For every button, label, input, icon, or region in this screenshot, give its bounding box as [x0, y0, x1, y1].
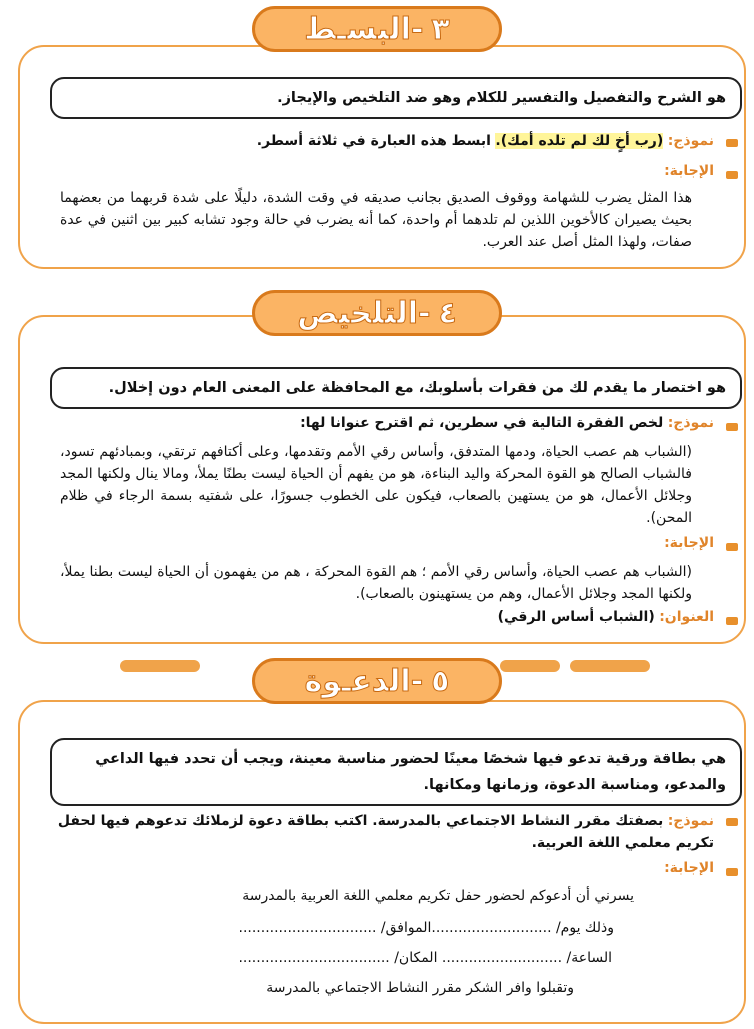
bullet-icon: [726, 139, 738, 147]
decorative-bar: [570, 660, 650, 672]
decorative-bar: [120, 660, 200, 672]
decorative-bar: [500, 660, 560, 672]
expansion-answer: هذا المثل يضرب للشهامة ووقوف الصديق بجانب صديقه في وقت الشدة، دليلًا على شدة قربهما من بعضهما بحيث يصيران كالأخوين اللذين لم تلدهما أم واحدة، كما أنه يضرب في حالة وجود تشابه كبير بين اثنين في عدة صفات، ولهذا المثل أصل عند العرب.: [60, 190, 692, 250]
section-3-title: ٣ - البسـط: [252, 6, 502, 52]
expansion-example: نموذج: (رب أخٍ لك لم تلده أمك). ابسط هذه العبارة في ثلاثة أسطر.: [256, 133, 714, 149]
invitation-definition-box: هي بطاقة ورقية تدعو فيها شخصًا معينًا لحضور مناسبة معينة، ويجب أن تحدد فيها الداعي والمدعو، ومناسبة الدعوة، وزمانها ومكانها.: [50, 738, 742, 806]
summary-title: العنوان: (الشباب أساس الرقي): [497, 609, 714, 625]
bullet-icon: [726, 617, 738, 625]
section-summary: [18, 315, 746, 644]
bullet-icon: [726, 868, 738, 876]
bullet-icon: [726, 818, 738, 826]
expansion-definition: هو الشرح والتفصيل والتفسير للكلام وهو ضد التلخيص والإيجاز.: [277, 90, 726, 106]
invitation-card-line-3: الساعة/ ........................... المكان/ ..................................: [238, 950, 612, 966]
summary-answer: (الشباب هم عصب الحياة، وأساس رقي الأمم ؛ هم القوة المحركة ، هم من يفهمون أن الحياة ليست بطنا يملأ، ولكنها المجد وجلائل الأعمال، وهم من يستهينون بالصعاب).: [60, 564, 692, 602]
summary-paragraph: (الشباب هم عصب الحياة، ودمها المتدفق، وأساس رقي الأمم وتقدمها، وعلى أكتافهم ترتقي، وبمبادئهم تسود، فالشباب الصالح هو القوة المحركة واليد البناءة، هو من يفهم أن الحياة ليست بطنًا يملأ، ومالا ينال ولكنها المجد وجلائل الأعمال، هو من يستهين بالصعاب، فيكون على الخطوب جسورًا، على شفتيه بسمة الرجاء في ظلام المحن).: [60, 444, 692, 526]
summary-definition-box: هو اختصار ما يقدم لك من فقرات بأسلوبك، مع المحافظة على المعنى العام دون إخلال.: [50, 367, 742, 409]
expansion-definition-box: [50, 77, 742, 119]
invitation-card-line-2: وذلك يوم/ ...........................الموافق/ ...............................: [238, 920, 614, 936]
section-invitation: [18, 700, 746, 1024]
summary-example: نموذج: لخص الفقرة التالية في سطرين، ثم اقترح عنوانا لها:: [300, 415, 714, 431]
expansion-example-task: ابسط هذه العبارة في ثلاثة أسطر.: [256, 133, 491, 149]
section-5-title: ٥ - الدعـوة: [252, 658, 502, 704]
expansion-example-quote: (رب أخٍ لك لم تلده أمك).: [495, 133, 664, 149]
summary-answer-label: الإجابة:: [664, 535, 714, 551]
bullet-icon: [726, 423, 738, 431]
section-expansion: [18, 45, 746, 269]
bullet-icon: [726, 543, 738, 551]
invitation-card-line-4: وتقبلوا وافر الشكر مقرر النشاط الاجتماعي بالمدرسة: [266, 980, 574, 996]
invitation-answer-label: الإجابة:: [664, 860, 714, 876]
expansion-answer-label: الإجابة:: [664, 163, 714, 179]
section-4-title: ٤ - التلخيص: [252, 290, 502, 336]
invitation-card-line-1: يسرني أن أدعوكم لحضور حفل تكريم معلمي اللغة العربية بالمدرسة: [242, 888, 634, 904]
bullet-icon: [726, 171, 738, 179]
invitation-example: نموذج: بصفتك مقرر النشاط الاجتماعي بالمدرسة. اكتب بطاقة دعوة لزملائك تدعوهم فيها لحفل تكريم معلمي اللغة العربية.: [57, 813, 714, 851]
